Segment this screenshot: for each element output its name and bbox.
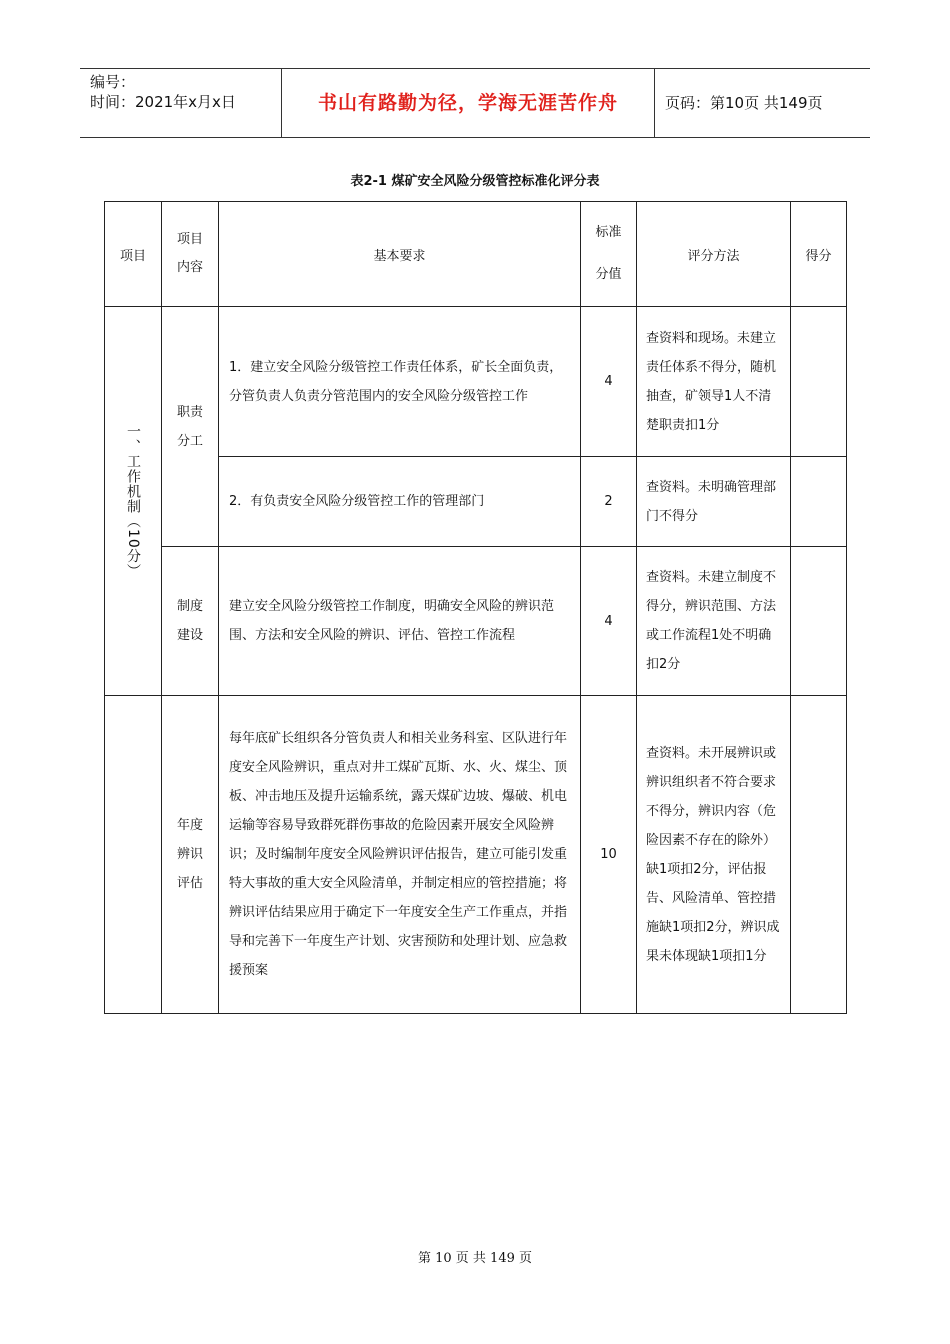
col-header-got: 得分 [791, 202, 847, 307]
row-score: 10 [581, 696, 637, 1014]
row-method: 查资料。未建立制度不得分，辨识范围、方法或工作流程1处不明确扣2分 [637, 547, 791, 696]
row-method: 查资料。未明确管理部门不得分 [637, 457, 791, 547]
col-header-requirement: 基本要求 [219, 202, 581, 307]
row-requirement: 1．建立安全风险分级管控工作责任体系，矿长全面负责，分管负责人负责分管范围内的安全风险分级管控工作 [219, 307, 581, 457]
row-score: 4 [581, 307, 637, 457]
document-number: 编号： [90, 73, 136, 91]
row-score: 4 [581, 547, 637, 696]
row-content: 职责分工 [162, 307, 219, 547]
row-score: 2 [581, 457, 637, 547]
header-meta [80, 69, 280, 137]
table-title: 表2-1 煤矿安全风险分级管控标准化评分表 [350, 174, 600, 189]
col-header-score: 标准分值 [581, 202, 637, 307]
row-requirement: 2．有负责安全风险分级管控工作的管理部门 [219, 457, 581, 547]
row-content: 制度建设 [162, 547, 219, 696]
section-label-empty [105, 696, 162, 1014]
page-header [80, 68, 870, 138]
col-header-method: 评分方法 [637, 202, 791, 307]
table-header-row [105, 202, 847, 307]
table-row [105, 696, 847, 1014]
header-motto: 书山有路勤为径，学海无涯苦作舟 [317, 92, 618, 114]
row-requirement: 建立安全风险分级管控工作制度，明确安全风险的辨识范围、方法和安全风险的辨识、评估、管控工作流程 [219, 547, 581, 696]
page-footer: 第 10 页 共 149 页 [417, 1251, 533, 1266]
row-requirement: 每年底矿长组织各分管负责人和相关业务科室、区队进行年度安全风险辨识，重点对井工煤矿瓦斯、水、火、煤尘、顶板、冲击地压及提升运输系统，露天煤矿边坡、爆破、机电运输等容易导致群死群伤事故的危险因素开展安全风险辨识；及时编制年度安全风险辨识评估报告，建立可能引发重特大事故的重大安全风险清单，并制定相应的管控措施；将辨识评估结果应用于确定下一年度安全生产工作重点，并指导和完善下一年度生产计划、灾害预防和处理计划、应急救援预案 [219, 696, 581, 1014]
row-got [791, 696, 847, 1014]
row-method: 查资料。未开展辨识或辨识组织者不符合要求不得分，辨识内容（危险因素不存在的除外）缺1项扣2分，评估报告、风险清单、管控措施缺1项扣2分，辨识成果未体现缺1项扣1分 [637, 696, 791, 1014]
header-divider [654, 69, 655, 137]
header-page-number: 页码：第10页 共149页 [665, 94, 823, 112]
scoring-table [104, 201, 847, 1014]
table-row [105, 307, 847, 457]
row-method: 查资料和现场。未建立责任体系不得分，随机抽查，矿领导1人不清楚职责扣1分 [637, 307, 791, 457]
row-got [791, 457, 847, 547]
table-row [105, 547, 847, 696]
col-header-item: 项目 [105, 202, 162, 307]
section-label: 一、工作机制（10分） [105, 307, 162, 696]
row-got [791, 547, 847, 696]
document-date: 时间：2021年x月x日 [90, 93, 236, 111]
col-header-content: 项目内容 [162, 202, 219, 307]
row-content: 年度辨识评估 [162, 696, 219, 1014]
row-got [791, 307, 847, 457]
